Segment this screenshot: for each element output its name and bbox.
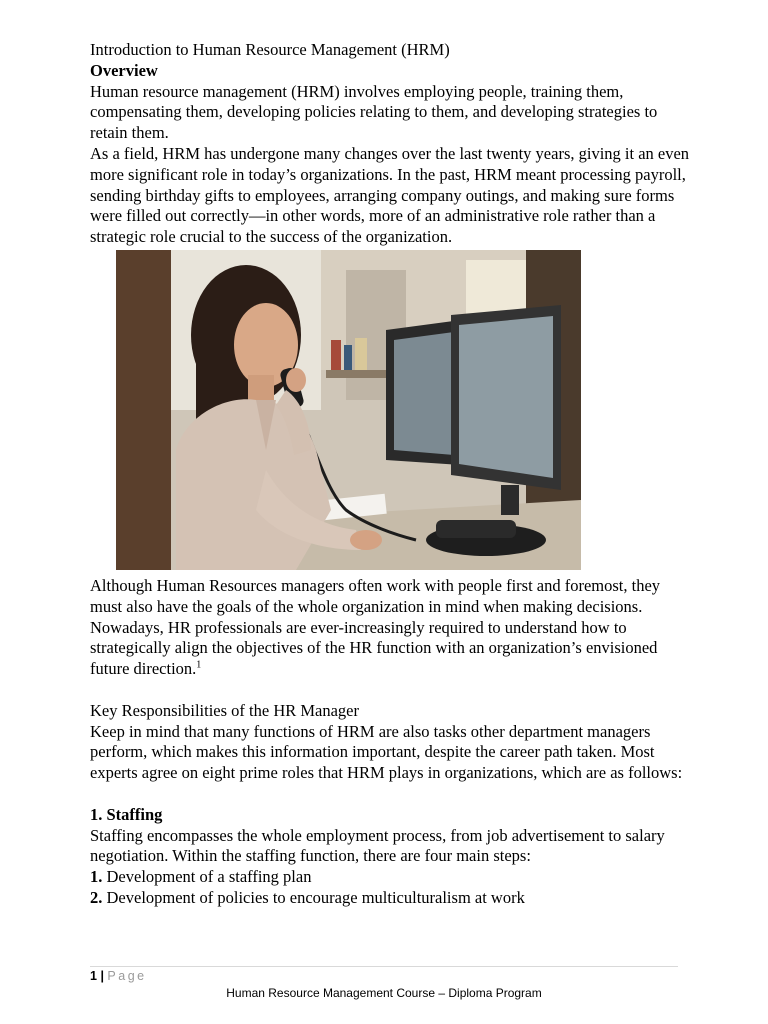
key-responsibilities-heading: Key Responsibilities of the HR Manager (90, 700, 359, 720)
footer-divider (90, 966, 678, 967)
footnote-reference[interactable]: 1 (196, 659, 202, 671)
page-number: 1 | Page (90, 969, 147, 983)
list-item: 2. Development of policies to encourage multiculturalism at work (90, 887, 525, 907)
paragraph-4: Keep in mind that many functions of HRM are also tasks other department managers perform, which makes this information important, despite the career path taken. Most experts agree on eight prime roles that HRM plays in organizations, which are as follows: (90, 721, 683, 783)
document-title: Introduction to Human Resource Management (HRM) (90, 40, 450, 59)
document-body (90, 40, 690, 909)
staffing-heading: 1. Staffing (90, 804, 163, 824)
paragraph-3: Although Human Resources managers often work with people first and foremost, they must also have the goals of the whole organization in mind when making decisions. Nowadays, HR professionals are ever-increasingly required to understand how to strategically align the objectives of the HR function with an organization’s envisioned future direction.$^1$ (90, 575, 661, 679)
overview-heading: Overview (90, 60, 158, 80)
office-photo (116, 250, 581, 570)
paragraph-5: Staffing encompasses the whole employment process, from job advertisement to salary negotiation. Within the staffing function, there are four main steps: (90, 825, 665, 866)
footer-text: Human Resource Management Course – Diploma Program (226, 986, 542, 1000)
paragraph-1: Human resource management (HRM) involves employing people, training them, compensating them, developing policies relating to them, and developing strategies to retain them. (90, 81, 658, 143)
list-item: 1. Development of a staffing plan (90, 867, 312, 887)
paragraph-2: As a field, HRM has undergone many changes over the last twenty years, giving it an even more significant role in today’s organizations. In the past, HRM meant processing payroll, sending birthday gifts to employees, arranging company outings, and making sure forms were filled out correctly—in other words, more of an administrative role rather than a strategic role crucial to the success of the organization. (90, 143, 690, 247)
